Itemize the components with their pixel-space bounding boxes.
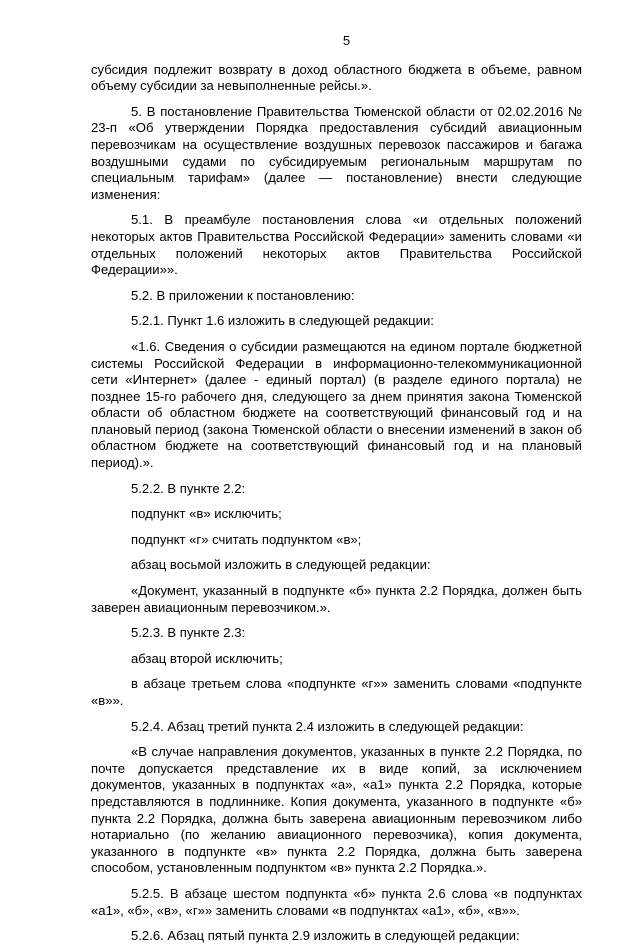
paragraph: 5.2.6. Абзац пятый пункта 2.9 изложить в следующей редакции: xyxy=(131,928,520,944)
paragraph: «1.6. Сведения о субсидии размещаются на едином портале бюджетной системы Российской Федерации в информационно-телекоммуникационной сети «Интернет» (далее - единый портал) (в разделе единого портала) не позднее 15-го рабочего дня, следующего за днем принятия закона Тюменской области об областном бюджете на соответствующий финансовый год и на плановый период (закона Тюменской области о внесении изменений в закон об областном бюджете на соответствующий финансовый год и на плановый период).». xyxy=(91,338,582,471)
document-body xyxy=(91,62,582,945)
page-number: 5 xyxy=(342,33,351,48)
paragraph: абзац второй исключить; xyxy=(131,650,283,666)
paragraph: 5.2.3. В пункте 2.3: xyxy=(131,625,246,641)
paragraph: подпункт «в» исключить; xyxy=(131,506,282,522)
paragraph: 5.2. В приложении к постановлению: xyxy=(131,287,355,303)
paragraph: 5.2.5. В абзаце шестом подпункта «б» пункта 2.6 слова «в подпунктах «а1», «б», «в», «г»» заменить словами «в подпунктах «а1», «б», «в»». xyxy=(91,885,582,918)
paragraph: в абзаце третьем слова «подпункте «г»» заменить словами «подпункте «в»». xyxy=(91,676,582,708)
paragraph: абзац восьмой изложить в следующей редакции: xyxy=(131,557,431,573)
paragraph: 5.2.2. В пункте 2.2: xyxy=(131,480,246,496)
paragraph: 5.2.4. Абзац третий пункта 2.4 изложить в следующей редакции: xyxy=(131,718,524,734)
paragraph: 5. В постановление Правительства Тюменской области от 02.02.2016 № 23-п «Об утверждении Порядка предоставления субсидий авиационным перевозчикам на осуществление воздушных перевозок пассажиров и багажа воздушными судами по субсидируемым региональным маршрутам по специальным тарифам» (далее — постановление) внести следующие изменения: xyxy=(91,103,582,202)
paragraph: «Документ, указанный в подпункте «б» пункта 2.2 Порядка, должен быть заверен авиационным перевозчиком.». xyxy=(91,583,582,615)
paragraph: субсидия подлежит возврату в доход областного бюджета в объеме, равном объему субсидии за невыполненные рейсы.». xyxy=(91,61,582,94)
paragraph: 5.2.1. Пункт 1.6 изложить в следующей редакции: xyxy=(131,313,434,329)
paragraph: 5.1. В преамбуле постановления слова «и отдельных положений некоторых актов Правительства Российской Федерации» заменить словами «и отдельных положений некоторых актов Правительства Российской Федерации»». xyxy=(91,212,582,278)
paragraph: «В случае направления документов, указанных в пункте 2.2 Порядка, по почте допускается представление их в виде копий, за исключением документов, указанных в подпунктах «а», «а1» пункта 2.2 Порядка, которые представляются в подлиннике. Копия документа, указанного в подпункте «б» пункта 2.2 Порядка, должна быть заверена авиационным перевозчиком либо нотариально (по желанию авиационного перевозчика), копия документа, указанного в подпункте «в» пункта 2.2 Порядка, должна быть заверена способом, установленным подпунктом «в» пункта 2.2 Порядка.». xyxy=(91,744,582,876)
paragraph: подпункт «г» считать подпунктом «в»; xyxy=(131,531,362,547)
